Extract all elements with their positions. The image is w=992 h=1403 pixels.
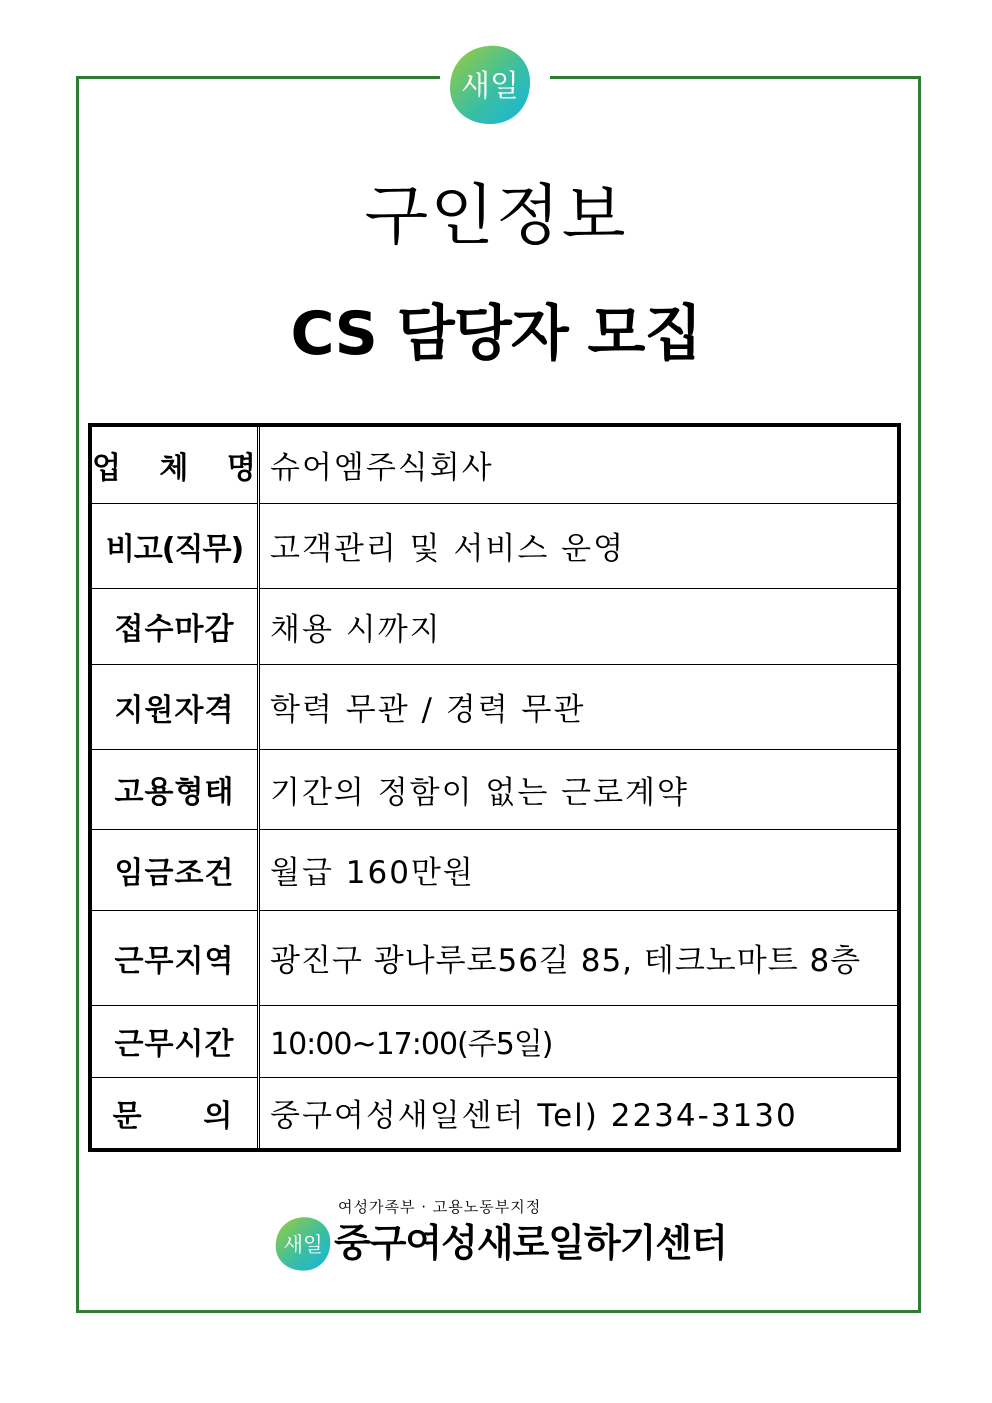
row-value: 광진구 광나루로56길 85, 테크노마트 8층 <box>259 910 900 1005</box>
table-row <box>90 503 899 588</box>
row-label: 지원자격 <box>90 664 259 749</box>
row-value: 기간의 정함이 없는 근로계약 <box>259 749 900 829</box>
table-row <box>90 425 899 503</box>
row-label: 근무지역 <box>90 910 259 1005</box>
row-value: 학력 무관 / 경력 무관 <box>259 664 900 749</box>
row-label: 근무시간 <box>90 1005 259 1077</box>
table-row <box>90 749 899 829</box>
row-value: 채용 시까지 <box>259 588 900 664</box>
saeil-logo-icon <box>448 44 532 126</box>
row-label: 접수마감 <box>90 588 259 664</box>
row-value: 월급 160만원 <box>259 829 900 910</box>
row-label: 고용형태 <box>90 749 259 829</box>
table-row <box>90 588 899 664</box>
logo-text: 새일 <box>461 69 519 104</box>
row-label: 업 체 명 <box>90 425 259 503</box>
center-name: 중구여성새로일하기센터 <box>334 1221 727 1265</box>
footer-saeil-logo-icon <box>274 1216 332 1272</box>
row-label: 임금조건 <box>90 829 259 910</box>
job-info-table <box>88 423 901 1152</box>
row-label: 문 의 <box>90 1077 259 1150</box>
table-row <box>90 1077 899 1150</box>
row-value: 고객관리 및 서비스 운영 <box>259 503 900 588</box>
row-label: 비고(직무) <box>90 503 259 588</box>
table-row <box>90 1005 899 1077</box>
table-row <box>90 829 899 910</box>
ministry-designation: 여성가족부 · 고용노동부지정 <box>338 1198 542 1216</box>
page-title: 구인정보 <box>364 177 628 254</box>
table-row <box>90 664 899 749</box>
row-value: 중구여성새일센터 Tel) 2234-3130 <box>259 1077 900 1150</box>
page-subtitle: CS 담당자 모집 <box>290 299 702 369</box>
row-value: 10:00~17:00(주5일) <box>259 1005 900 1077</box>
row-value: 슈어엠주식회사 <box>259 425 900 503</box>
table-row <box>90 910 899 1005</box>
footer-logo-text: 새일 <box>283 1232 323 1257</box>
